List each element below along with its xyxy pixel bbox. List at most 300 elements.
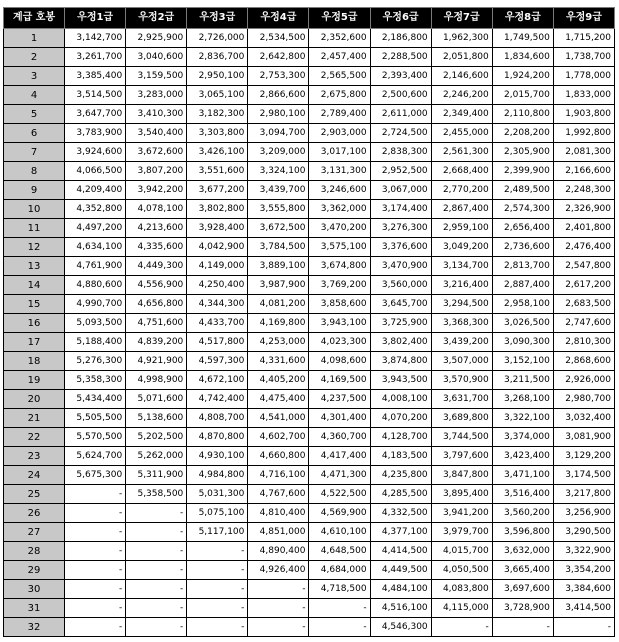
salary-cell: 3,182,300	[187, 105, 248, 124]
salary-cell: 3,924,600	[65, 143, 126, 162]
salary-cell: 2,166,600	[553, 162, 614, 181]
step-cell: 15	[4, 295, 65, 314]
step-cell: 5	[4, 105, 65, 124]
salary-cell: -	[65, 485, 126, 504]
salary-cell: 1,738,700	[553, 48, 614, 67]
salary-cell: 4,761,900	[65, 257, 126, 276]
salary-cell: 3,376,600	[370, 238, 431, 257]
salary-cell: 2,724,500	[370, 124, 431, 143]
salary-cell: 2,980,100	[248, 105, 309, 124]
salary-cell: 1,834,600	[492, 48, 553, 67]
salary-cell: 3,261,700	[65, 48, 126, 67]
salary-cell: 3,943,500	[370, 371, 431, 390]
step-cell: 10	[4, 200, 65, 219]
salary-cell: 2,146,600	[431, 67, 492, 86]
salary-cell: 3,784,500	[248, 238, 309, 257]
salary-cell: 2,455,000	[431, 124, 492, 143]
salary-cell: 2,565,500	[309, 67, 370, 86]
table-body	[4, 29, 615, 637]
salary-cell: 4,360,700	[309, 428, 370, 447]
salary-cell: 2,866,600	[248, 86, 309, 105]
salary-cell: 3,152,100	[492, 352, 553, 371]
salary-cell: 4,684,000	[309, 561, 370, 580]
salary-cell: 4,335,600	[126, 238, 187, 257]
table-row	[4, 257, 615, 276]
salary-cell: 3,384,600	[553, 580, 614, 599]
table-row	[4, 542, 615, 561]
salary-cell: 2,887,400	[492, 276, 553, 295]
table-row	[4, 295, 615, 314]
salary-cell: 3,385,400	[65, 67, 126, 86]
salary-cell: 4,930,100	[187, 447, 248, 466]
salary-cell: 4,237,500	[309, 390, 370, 409]
step-cell: 31	[4, 599, 65, 618]
salary-cell: 3,209,000	[248, 143, 309, 162]
salary-cell: 2,656,400	[492, 219, 553, 238]
salary-cell: 2,926,000	[553, 371, 614, 390]
salary-cell: 3,256,900	[553, 504, 614, 523]
salary-cell: 2,950,100	[187, 67, 248, 86]
salary-cell: -	[65, 618, 126, 637]
salary-cell: -	[65, 580, 126, 599]
salary-cell: -	[126, 504, 187, 523]
table-row	[4, 314, 615, 333]
salary-cell: 4,449,500	[370, 561, 431, 580]
step-cell: 32	[4, 618, 65, 637]
salary-cell: 3,874,800	[370, 352, 431, 371]
table-row	[4, 352, 615, 371]
salary-cell: 3,560,000	[370, 276, 431, 295]
table-row	[4, 219, 615, 238]
salary-cell: 3,697,600	[492, 580, 553, 599]
salary-cell: 3,647,700	[65, 105, 126, 124]
step-cell: 22	[4, 428, 65, 447]
salary-cell: 3,769,200	[309, 276, 370, 295]
salary-cell: 2,015,700	[492, 86, 553, 105]
salary-cell: 2,683,500	[553, 295, 614, 314]
table-row	[4, 333, 615, 352]
salary-cell: 4,808,700	[187, 409, 248, 428]
salary-cell: 4,070,200	[370, 409, 431, 428]
salary-cell: 3,423,400	[492, 447, 553, 466]
salary-cell: 3,410,300	[126, 105, 187, 124]
table-row	[4, 124, 615, 143]
salary-cell: 2,081,300	[553, 143, 614, 162]
salary-cell: 4,301,400	[309, 409, 370, 428]
salary-cell: 4,433,700	[187, 314, 248, 333]
salary-cell: 3,142,700	[65, 29, 126, 48]
table-row	[4, 67, 615, 86]
salary-cell: 3,802,400	[370, 333, 431, 352]
step-cell: 30	[4, 580, 65, 599]
salary-cell: 2,753,300	[248, 67, 309, 86]
salary-cell: 2,980,700	[553, 390, 614, 409]
salary-cell: 2,489,500	[492, 181, 553, 200]
salary-cell: 3,596,800	[492, 523, 553, 542]
salary-cell: 4,417,400	[309, 447, 370, 466]
step-cell: 20	[4, 390, 65, 409]
salary-cell: 4,546,300	[370, 618, 431, 637]
table-row	[4, 618, 615, 637]
salary-cell: 3,797,600	[431, 447, 492, 466]
salary-cell: 2,747,600	[553, 314, 614, 333]
salary-cell: 2,789,400	[309, 105, 370, 124]
salary-cell: -	[187, 580, 248, 599]
salary-cell: 2,959,100	[431, 219, 492, 238]
header-step-grade: 계급 호봉	[4, 8, 65, 29]
header-grade-6: 우정6급	[370, 8, 431, 29]
salary-cell: 2,617,200	[553, 276, 614, 295]
salary-cell: 3,414,500	[553, 599, 614, 618]
salary-cell: 3,276,300	[370, 219, 431, 238]
table-row	[4, 580, 615, 599]
salary-cell: 4,081,200	[248, 295, 309, 314]
salary-cell: 2,500,600	[370, 86, 431, 105]
salary-cell: 3,217,800	[553, 485, 614, 504]
header-grade-3: 우정3급	[187, 8, 248, 29]
salary-cell: 4,517,800	[187, 333, 248, 352]
step-cell: 24	[4, 466, 65, 485]
salary-cell: 4,541,000	[248, 409, 309, 428]
salary-cell: 3,134,700	[431, 257, 492, 276]
salary-cell: 3,807,200	[126, 162, 187, 181]
salary-cell: -	[126, 523, 187, 542]
salary-cell: 2,770,200	[431, 181, 492, 200]
salary-cell: 4,810,400	[248, 504, 309, 523]
table-row	[4, 48, 615, 67]
salary-cell: 2,457,400	[309, 48, 370, 67]
salary-cell: 3,471,100	[492, 466, 553, 485]
salary-cell: 4,656,800	[126, 295, 187, 314]
salary-cell: -	[65, 599, 126, 618]
salary-cell: 2,903,000	[309, 124, 370, 143]
salary-cell: 2,246,200	[431, 86, 492, 105]
salary-cell: 1,962,300	[431, 29, 492, 48]
salary-cell: 2,393,400	[370, 67, 431, 86]
salary-cell: 3,979,700	[431, 523, 492, 542]
step-cell: 19	[4, 371, 65, 390]
salary-cell: 3,049,200	[431, 238, 492, 257]
salary-cell: 2,952,500	[370, 162, 431, 181]
salary-table-container	[3, 7, 615, 637]
salary-cell: 4,672,100	[187, 371, 248, 390]
salary-cell: 2,675,800	[309, 86, 370, 105]
salary-cell: 4,405,200	[248, 371, 309, 390]
salary-cell: 5,505,500	[65, 409, 126, 428]
salary-cell: 2,352,600	[309, 29, 370, 48]
salary-cell: 2,736,600	[492, 238, 553, 257]
salary-cell: 1,992,800	[553, 124, 614, 143]
salary-cell: 3,354,200	[553, 561, 614, 580]
salary-cell: 3,362,000	[309, 200, 370, 219]
salary-cell: 3,159,500	[126, 67, 187, 86]
salary-cell: 3,303,800	[187, 124, 248, 143]
salary-cell: 4,253,000	[248, 333, 309, 352]
salary-cell: 3,987,900	[248, 276, 309, 295]
salary-cell: 3,802,800	[187, 200, 248, 219]
salary-cell: 5,138,600	[126, 409, 187, 428]
salary-cell: 3,575,100	[309, 238, 370, 257]
salary-cell: 3,216,400	[431, 276, 492, 295]
salary-cell: 4,209,400	[65, 181, 126, 200]
header-grade-4: 우정4급	[248, 8, 309, 29]
salary-cell: 2,867,400	[431, 200, 492, 219]
table-row	[4, 409, 615, 428]
salary-cell: 3,889,100	[248, 257, 309, 276]
salary-cell: 3,514,500	[65, 86, 126, 105]
salary-cell: 2,668,400	[431, 162, 492, 181]
salary-cell: 4,449,300	[126, 257, 187, 276]
salary-cell: 4,213,600	[126, 219, 187, 238]
salary-cell: -	[126, 542, 187, 561]
salary-cell: 4,984,800	[187, 466, 248, 485]
salary-cell: 4,475,400	[248, 390, 309, 409]
salary-cell: 4,660,800	[248, 447, 309, 466]
salary-cell: 4,497,200	[65, 219, 126, 238]
salary-cell: 3,516,400	[492, 485, 553, 504]
salary-cell: 2,813,700	[492, 257, 553, 276]
salary-cell: 4,751,600	[126, 314, 187, 333]
salary-cell: 3,665,400	[492, 561, 553, 580]
salary-cell: 4,716,100	[248, 466, 309, 485]
salary-cell: 4,926,400	[248, 561, 309, 580]
salary-cell: 5,202,500	[126, 428, 187, 447]
salary-cell: 4,414,500	[370, 542, 431, 561]
step-cell: 7	[4, 143, 65, 162]
salary-cell: 2,868,600	[553, 352, 614, 371]
salary-cell: 5,071,600	[126, 390, 187, 409]
header-grade-2: 우정2급	[126, 8, 187, 29]
salary-cell: 4,331,600	[248, 352, 309, 371]
salary-cell: 4,050,500	[431, 561, 492, 580]
salary-cell: -	[248, 580, 309, 599]
salary-cell: 5,276,300	[65, 352, 126, 371]
salary-cell: 3,672,500	[248, 219, 309, 238]
salary-cell: 4,042,900	[187, 238, 248, 257]
salary-cell: 3,847,800	[431, 466, 492, 485]
step-cell: 8	[4, 162, 65, 181]
salary-cell: 3,374,000	[492, 428, 553, 447]
salary-cell: 4,880,600	[65, 276, 126, 295]
salary-cell: 4,602,700	[248, 428, 309, 447]
salary-cell: 3,283,000	[126, 86, 187, 105]
salary-cell: 2,349,400	[431, 105, 492, 124]
salary-cell: -	[248, 618, 309, 637]
table-row	[4, 371, 615, 390]
salary-cell: -	[309, 599, 370, 618]
salary-cell: 4,015,700	[431, 542, 492, 561]
salary-cell: 4,128,700	[370, 428, 431, 447]
table-row	[4, 162, 615, 181]
salary-cell: 2,401,800	[553, 219, 614, 238]
step-cell: 1	[4, 29, 65, 48]
salary-cell: 3,322,100	[492, 409, 553, 428]
step-cell: 17	[4, 333, 65, 352]
salary-cell: 3,941,200	[431, 504, 492, 523]
salary-cell: 3,426,100	[187, 143, 248, 162]
salary-cell: 3,129,200	[553, 447, 614, 466]
salary-cell: 3,728,900	[492, 599, 553, 618]
salary-cell: 5,117,100	[187, 523, 248, 542]
salary-cell: 1,833,000	[553, 86, 614, 105]
salary-table	[3, 7, 615, 637]
step-cell: 2	[4, 48, 65, 67]
salary-cell: 2,838,300	[370, 143, 431, 162]
salary-cell: 5,093,500	[65, 314, 126, 333]
salary-cell: -	[187, 599, 248, 618]
salary-cell: 4,648,500	[309, 542, 370, 561]
step-cell: 27	[4, 523, 65, 542]
salary-cell: 1,749,500	[492, 29, 553, 48]
salary-cell: 2,305,900	[492, 143, 553, 162]
salary-cell: 5,358,500	[126, 485, 187, 504]
table-row	[4, 105, 615, 124]
salary-cell: 2,208,200	[492, 124, 553, 143]
salary-cell: 3,551,600	[187, 162, 248, 181]
salary-cell: 4,742,400	[187, 390, 248, 409]
salary-cell: 3,246,600	[309, 181, 370, 200]
salary-cell: 2,534,500	[248, 29, 309, 48]
salary-cell: 5,311,900	[126, 466, 187, 485]
header-grade-7: 우정7급	[431, 8, 492, 29]
salary-cell: 4,998,900	[126, 371, 187, 390]
salary-cell: 3,294,500	[431, 295, 492, 314]
salary-cell: 4,484,100	[370, 580, 431, 599]
salary-cell: 1,903,800	[553, 105, 614, 124]
salary-cell: 3,672,600	[126, 143, 187, 162]
salary-cell: 5,570,500	[65, 428, 126, 447]
salary-cell: 4,569,900	[309, 504, 370, 523]
step-cell: 9	[4, 181, 65, 200]
step-cell: 4	[4, 86, 65, 105]
salary-cell: 3,783,900	[65, 124, 126, 143]
salary-cell: 3,725,900	[370, 314, 431, 333]
salary-cell: -	[65, 542, 126, 561]
salary-cell: 5,624,700	[65, 447, 126, 466]
salary-cell: -	[248, 599, 309, 618]
salary-cell: 4,610,100	[309, 523, 370, 542]
salary-cell: 3,540,400	[126, 124, 187, 143]
table-row	[4, 466, 615, 485]
salary-cell: 3,065,100	[187, 86, 248, 105]
step-cell: 12	[4, 238, 65, 257]
header-grade-5: 우정5급	[309, 8, 370, 29]
table-row	[4, 428, 615, 447]
table-row	[4, 504, 615, 523]
salary-cell: 1,715,200	[553, 29, 614, 48]
header-grade-1: 우정1급	[65, 8, 126, 29]
salary-cell: -	[126, 580, 187, 599]
table-row	[4, 200, 615, 219]
salary-cell: 4,169,500	[309, 371, 370, 390]
salary-cell: 3,026,500	[492, 314, 553, 333]
salary-cell: 3,081,900	[553, 428, 614, 447]
salary-cell: 2,248,300	[553, 181, 614, 200]
salary-cell: 2,326,900	[553, 200, 614, 219]
salary-cell: 3,674,800	[309, 257, 370, 276]
step-cell: 18	[4, 352, 65, 371]
step-cell: 23	[4, 447, 65, 466]
salary-cell: 3,032,400	[553, 409, 614, 428]
salary-cell: 3,632,000	[492, 542, 553, 561]
salary-cell: 4,990,700	[65, 295, 126, 314]
salary-cell: 3,928,400	[187, 219, 248, 238]
table-row	[4, 238, 615, 257]
salary-cell: 5,434,400	[65, 390, 126, 409]
salary-cell: 3,470,900	[370, 257, 431, 276]
salary-cell: 3,439,200	[431, 333, 492, 352]
salary-cell: 2,051,800	[431, 48, 492, 67]
step-cell: 28	[4, 542, 65, 561]
salary-cell: 4,839,200	[126, 333, 187, 352]
salary-cell: 5,675,300	[65, 466, 126, 485]
salary-cell: 4,332,500	[370, 504, 431, 523]
salary-cell: -	[553, 618, 614, 637]
salary-cell: 2,476,400	[553, 238, 614, 257]
salary-cell: 3,645,700	[370, 295, 431, 314]
salary-cell: 2,611,000	[370, 105, 431, 124]
salary-cell: 3,090,300	[492, 333, 553, 352]
salary-cell: 2,726,000	[187, 29, 248, 48]
step-cell: 29	[4, 561, 65, 580]
salary-cell: 3,268,100	[492, 390, 553, 409]
salary-cell: 1,924,200	[492, 67, 553, 86]
salary-cell: 3,368,300	[431, 314, 492, 333]
salary-cell: 4,023,300	[309, 333, 370, 352]
salary-cell: 3,131,300	[309, 162, 370, 181]
salary-cell: 4,149,000	[187, 257, 248, 276]
salary-cell: -	[65, 504, 126, 523]
table-row	[4, 181, 615, 200]
salary-cell: -	[126, 561, 187, 580]
header-grade-8: 우정8급	[492, 8, 553, 29]
salary-cell: 2,399,900	[492, 162, 553, 181]
salary-cell: 3,067,000	[370, 181, 431, 200]
salary-cell: 4,169,800	[248, 314, 309, 333]
salary-cell: 3,560,200	[492, 504, 553, 523]
salary-cell: 2,574,300	[492, 200, 553, 219]
salary-cell: 4,285,500	[370, 485, 431, 504]
step-cell: 26	[4, 504, 65, 523]
salary-cell: 3,040,600	[126, 48, 187, 67]
salary-cell: 4,115,000	[431, 599, 492, 618]
step-cell: 21	[4, 409, 65, 428]
header-row	[4, 8, 615, 29]
step-cell: 13	[4, 257, 65, 276]
salary-cell: -	[187, 618, 248, 637]
salary-cell: 3,174,500	[553, 466, 614, 485]
salary-cell: 3,570,900	[431, 371, 492, 390]
header-grade-9: 우정9급	[553, 8, 614, 29]
salary-cell: 3,942,200	[126, 181, 187, 200]
table-row	[4, 561, 615, 580]
salary-cell: 2,958,100	[492, 295, 553, 314]
salary-cell: 2,561,300	[431, 143, 492, 162]
salary-cell: 4,066,500	[65, 162, 126, 181]
salary-cell: 3,744,500	[431, 428, 492, 447]
salary-cell: 4,870,800	[187, 428, 248, 447]
table-row	[4, 276, 615, 295]
salary-cell: -	[309, 618, 370, 637]
salary-cell: 5,188,400	[65, 333, 126, 352]
table-row	[4, 523, 615, 542]
salary-cell: 4,718,500	[309, 580, 370, 599]
step-cell: 16	[4, 314, 65, 333]
table-row	[4, 143, 615, 162]
salary-cell: 3,211,500	[492, 371, 553, 390]
salary-cell: -	[126, 618, 187, 637]
salary-cell: 5,262,000	[126, 447, 187, 466]
